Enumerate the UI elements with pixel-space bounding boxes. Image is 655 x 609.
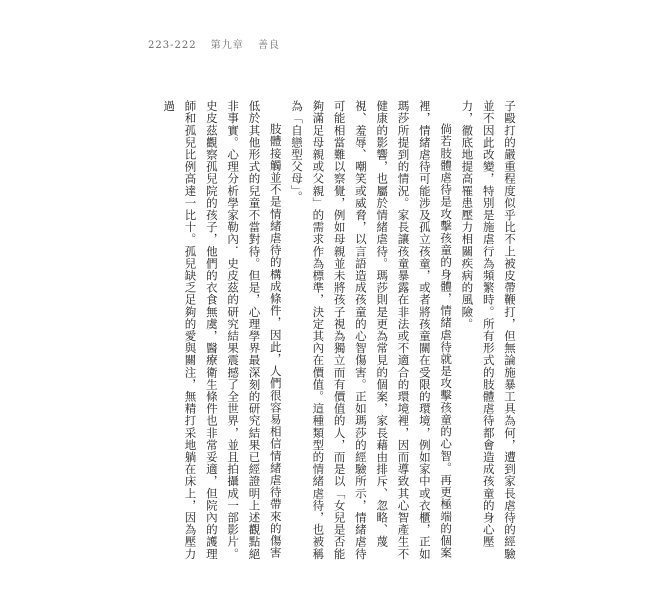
running-header [148, 36, 290, 51]
body-text [140, 100, 520, 570]
paragraph-1: 子毆打的嚴重程度似乎比不上被皮帶鞭打，但無論施暴工具為何，遭到家長虐待的經驗並不因此改變，特別是施虐行為頻繁時。所有形式的肢體虐待都會造成孩童的身心壓力，徹底地提高罹患壓力相關疾病的風險。 [460, 100, 517, 560]
paragraph-3: 肢體接觸並不是情緒虐待的構成條件，因此，人們很容易相信情緒虐待帶來的傷害低於其他形式的兒童不當對待。但是，心理學界最深刻的研究結果已經證明上述觀點絕非事實。心理分析學家勒內．史皮茲的研究結果震撼了全世界，並且拍攝成一部影片。史皮茲觀察孤兒院的孩子，他們的衣食無虞，醫療衛生條件也非常妥適，但院內的護理師和孤兒比例高達一比十。孤兒缺乏足夠的愛與關注，無精打采地躺在床上，因為壓力過 [162, 100, 283, 560]
paragraph-2: 倘若肢體虐待是攻擊孩童的身體，情緒虐待就是攻擊孩童的心智。再更極端的個案裡，情緒虐待可能涉及孤立孩童，或者將孩童關在受限的環境，例如家中或衣櫃，正如瑪莎所提到的情況。家長讓孩童暴露在非法或不適合的環境裡，因而導致其心智產生不健康的影響，也屬於情緒虐待。瑪莎則是更為常見的個案，家長藉由排斥、忽略、蔑視、羞辱、嘲笑或威脅，以言語造成孩童的心智傷害。正如瑪莎的經驗所示，情緒虐待可能相當難以察覺，例如母親並未將孩子視為獨立而有價值的人，而是以「女兒是否能夠滿足母親或父親」的需求作為標準，決定其內在價值。這種類型的情緒虐待，也被稱為「自戀型父母」。 [290, 100, 454, 560]
chapter-label: 第九章 [210, 40, 244, 51]
section-title: 善良 [257, 40, 280, 51]
page-number: 223-222 [148, 40, 197, 51]
